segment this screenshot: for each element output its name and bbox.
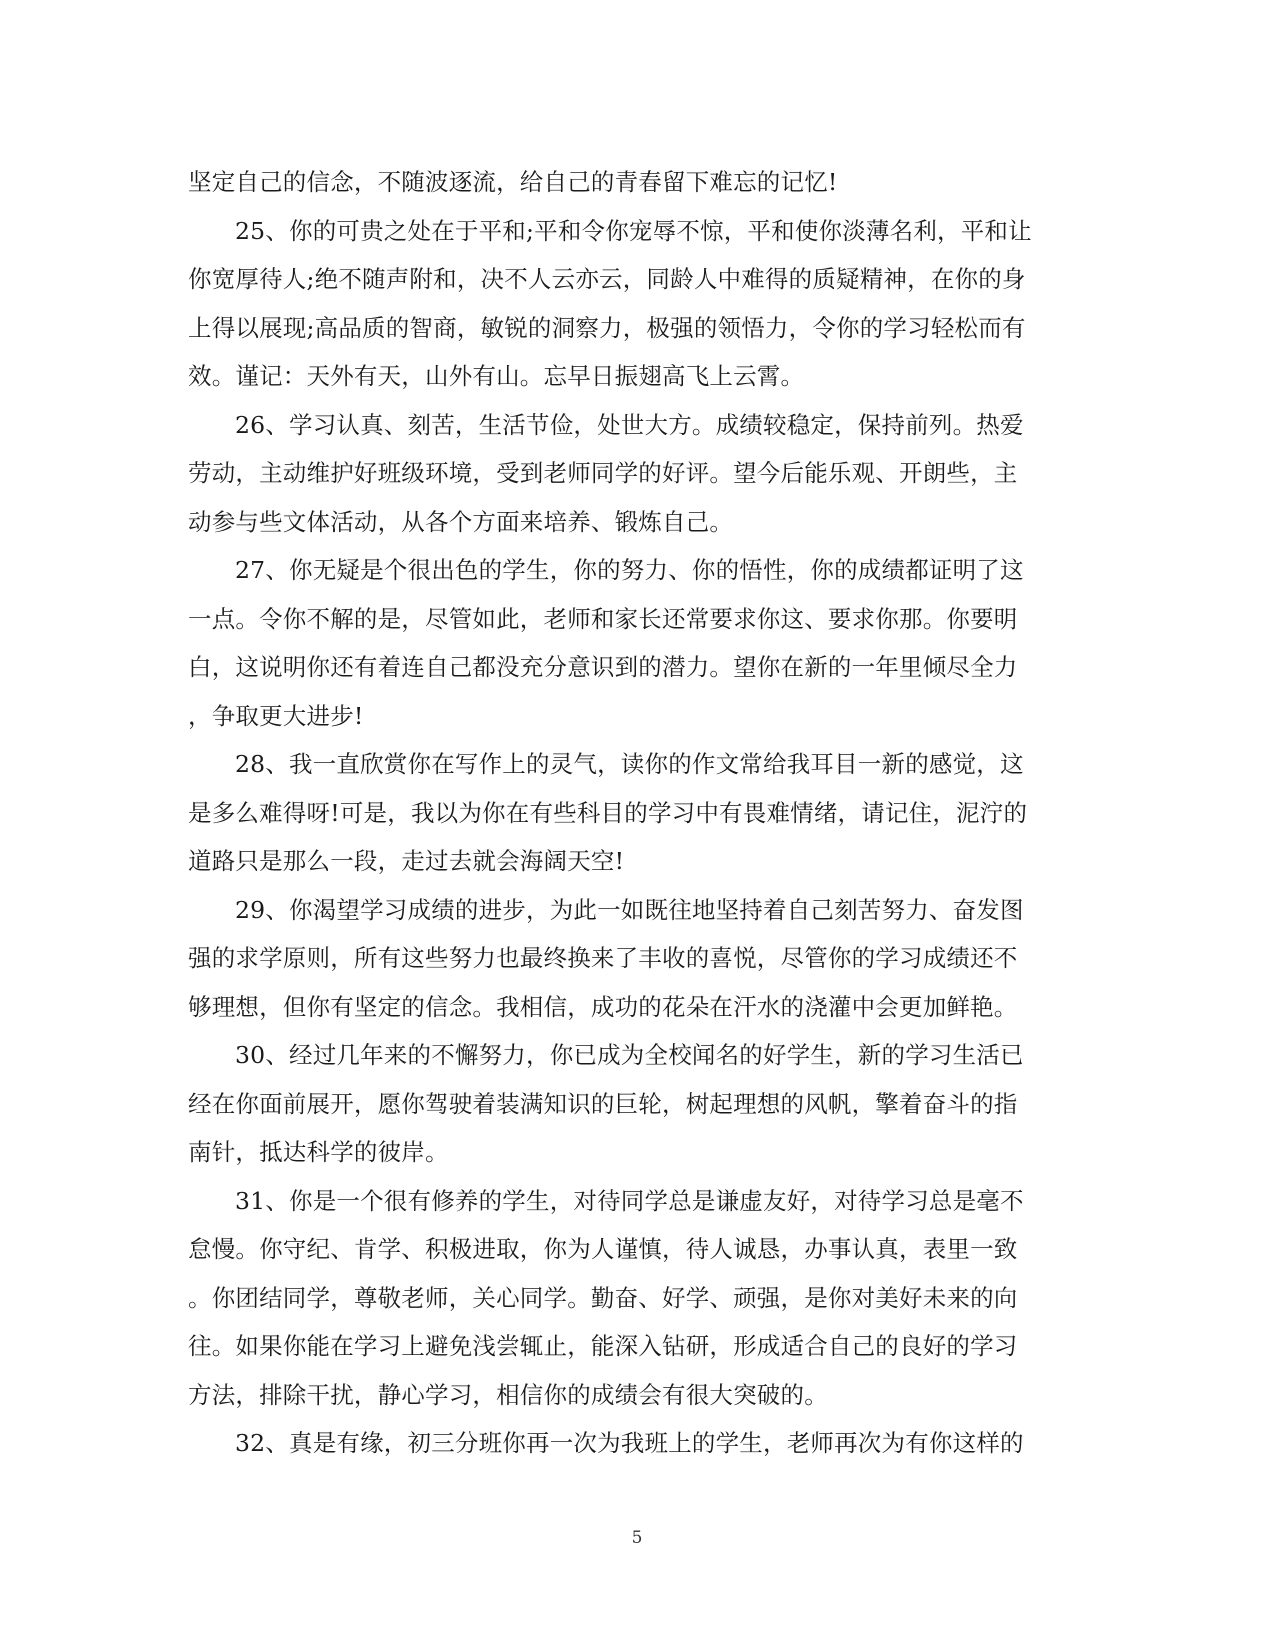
text-line: 够理想，但你有坚定的信念。我相信，成功的花朵在汗水的浇灌中会更加鲜艳。 [188, 992, 1018, 1021]
text-line: 效。谨记：天外有天，山外有山。忘早日振翅高飞上云霄。 [188, 362, 805, 390]
text-line: 方法，排除干扰，静心学习，相信你的成绩会有很大突破的。 [188, 1380, 828, 1409]
text-line: ，争取更大进步! [188, 701, 364, 730]
text-line: 你宽厚待人;绝不随声附和，决不人云亦云，同龄人中难得的质疑精神，在你的身 [188, 265, 1026, 293]
text-line: 30、经过几年来的不懈努力，你已成为全校闻名的好学生，新的学习生活已 [235, 1041, 1024, 1069]
text-line: 上得以展现;高品质的智商，敏锐的洞察力，极强的领悟力，令你的学习轻松而有 [188, 313, 1026, 342]
text-line: 。你团结同学，尊敬老师，关心同学。勤奋、好学、顽强，是你对美好未来的向 [188, 1283, 1018, 1312]
page-number: 5 [631, 1528, 643, 1548]
text-line: 往。如果你能在学习上避免浅尝辄止，能深入钻研，形成适合自己的良好的学习 [188, 1332, 1018, 1360]
text-line: 32、真是有缘，初三分班你再一次为我班上的学生，老师再次为有你这样的 [235, 1429, 1024, 1457]
text-line: 一点。令你不解的是，尽管如此，老师和家长还常要求你这、要求你那。你要明 [188, 604, 1018, 633]
text-line: 经在你面前展开，愿你驾驶着装满知识的巨轮，树起理想的风帆，擎着奋斗的指 [188, 1089, 1018, 1118]
document-body [188, 158, 1078, 1468]
text-line: 28、我一直欣赏你在写作上的灵气，读你的作文常给我耳目一新的感觉，这 [235, 750, 1024, 778]
text-line: 道路只是那么一段，走过去就会海阔天空! [188, 847, 625, 875]
text-line: 劳动，主动维护好班级环境，受到老师同学的好评。望今后能乐观、开朗些，主 [188, 459, 1018, 487]
text-line: 动参与些文体活动，从各个方面来培养、锻炼自己。 [188, 507, 734, 536]
text-line: 是多么难得呀!可是，我以为你在有些科目的学习中有畏难情绪，请记住，泥泞的 [188, 798, 1028, 827]
text-line: 25、你的可贵之处在于平和;平和令你宠辱不惊，平和使你淡薄名利，平和让 [235, 216, 1032, 245]
text-line: 31、你是一个很有修养的学生，对待同学总是谦虚友好，对待学习总是毫不 [235, 1186, 1024, 1215]
text-line: 29、你渴望学习成绩的进步，为此一如既往地坚持着自己刻苦努力、奋发图 [235, 895, 1024, 924]
text-line: 强的求学原则，所有这些努力也最终换来了丰收的喜悦，尽管你的学习成绩还不 [188, 944, 1018, 972]
text-line: 26、学习认真、刻苦，生活节俭，处世大方。成绩较稳定，保持前列。热爱 [235, 410, 1024, 439]
text-line: 坚定自己的信念，不随波逐流，给自己的青春留下难忘的记忆! [188, 168, 838, 196]
text-line: 白，这说明你还有着连自己都没充分意识到的潜力。望你在新的一年里倾尽全力 [188, 653, 1018, 681]
text-line: 南针，抵达科学的彼岸。 [188, 1138, 449, 1166]
text-line: 27、你无疑是个很出色的学生，你的努力、你的悟性，你的成绩都证明了这 [235, 556, 1024, 584]
text-line: 怠慢。你守纪、肯学、积极进取，你为人谨慎，待人诚恳，办事认真，表里一致 [188, 1235, 1018, 1263]
